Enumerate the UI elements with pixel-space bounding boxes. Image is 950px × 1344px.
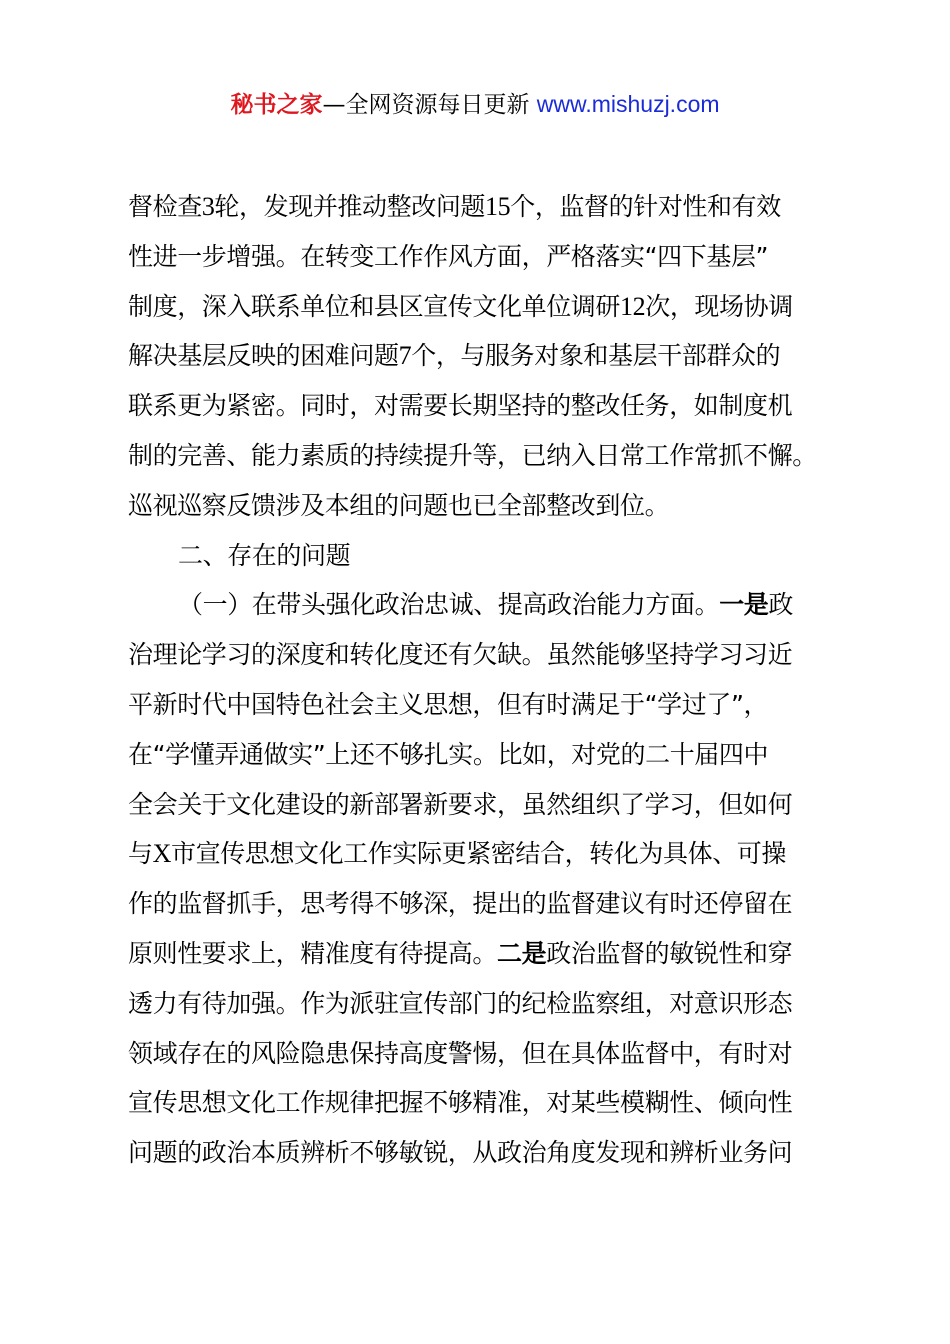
number-run: 3 [201, 192, 215, 221]
text-run: 政 [768, 590, 794, 620]
text-line [128, 1029, 848, 1079]
number-run: 12 [620, 291, 646, 321]
text-run: 治理论学习的深度和转化度还有欠缺。虽然能够坚持学习习近 [128, 640, 793, 670]
text-line [128, 1078, 848, 1128]
text-run: 巡视巡察反馈涉及本组的问题也已全部整改到位。 [128, 490, 670, 520]
bold-run [497, 939, 546, 968]
text-line [128, 232, 848, 282]
text-run: 个，与服务对象和基层干部群众的 [411, 341, 781, 371]
text-run: 轮，发现并推动整改问题 [214, 192, 486, 221]
text-run: 制的完善、能力素质的持续提升等，已纳入日常工作常抓不懈。 [128, 440, 817, 470]
text-line [128, 829, 848, 879]
text-line [128, 680, 848, 730]
text-run: 平新时代中国特色社会主义思想，但有时满足于“学过了”， [128, 689, 769, 719]
number-run: X [152, 839, 171, 869]
text-run: 透力有待加强。作为派驻宣传部门的纪检监察组，对意识形态 [128, 988, 793, 1018]
number-run: 15 [485, 192, 511, 221]
text-line [128, 929, 848, 979]
brand-name: 秘书之家 [230, 92, 323, 118]
text-run: 全会关于文化建设的新部署新要求，虽然组织了学习，但如何 [128, 789, 793, 819]
section-heading [128, 531, 848, 581]
text-run: （一）在带头强化政治忠诚、提高政治能力方面。 [178, 590, 720, 620]
text-line [128, 780, 848, 830]
text-run: 原则性要求上，精准度有待提高。 [128, 938, 498, 968]
text-run: 作的监督抓手，思考得不够深，提出的监督建议有时还停留在 [128, 889, 793, 919]
text-run: 督检查 [128, 192, 202, 221]
text-run: 二、存在的问题 [178, 540, 351, 570]
number-run: 7 [398, 341, 412, 371]
bold-run [719, 590, 768, 619]
text-line [128, 630, 848, 680]
text-line [128, 730, 848, 780]
text-run: 次，现场协调 [645, 291, 793, 321]
text-line [128, 182, 848, 232]
text-line [128, 1128, 848, 1178]
bold-marker: 一是 [719, 590, 769, 620]
text-run: 在“学懂弄通做实”上还不够扎实。比如，对党的二十届四中 [128, 739, 769, 769]
site-header [0, 88, 950, 121]
text-line [128, 381, 848, 431]
site-url-link[interactable]: www.mishuzj.com [536, 91, 720, 117]
text-line [128, 282, 848, 332]
text-run: 问题的政治本质辨析不够敏锐，从政治角度发现和辨析业务问 [128, 1138, 793, 1168]
text-run: 个，监督的针对性和有效 [510, 192, 781, 221]
text-run: 领域存在的风险隐患保持高度警惕，但在具体监督中，有时对 [128, 1038, 793, 1068]
text-run: 制度，深入联系单位和县区宣传文化单位调研 [128, 291, 621, 321]
text-run: 宣传思想文化工作规律把握不够精准，对某些模糊性、倾向性 [128, 1088, 793, 1118]
text-line [128, 879, 848, 929]
text-run: 政治监督的敏锐性和穿 [546, 938, 793, 968]
document-body [128, 182, 848, 1178]
text-run: 性进一步增强。在转变工作作风方面，严格落实“四下基层” [128, 241, 769, 271]
header-tagline: —全网资源每日更新 [322, 92, 537, 118]
text-run: 市宣传思想文化工作实际更紧密结合，转化为具体、可操 [171, 839, 787, 869]
text-line [128, 580, 848, 630]
text-run: 解决基层反映的困难问题 [128, 341, 399, 371]
bold-marker: 二是 [497, 938, 547, 968]
text-line [128, 331, 848, 381]
text-line [128, 431, 848, 481]
text-line [128, 979, 848, 1029]
text-run: 与 [128, 839, 153, 869]
text-line [128, 481, 848, 531]
text-run: 联系更为紧密。同时，对需要长期坚持的整改任务，如制度机 [128, 391, 793, 421]
